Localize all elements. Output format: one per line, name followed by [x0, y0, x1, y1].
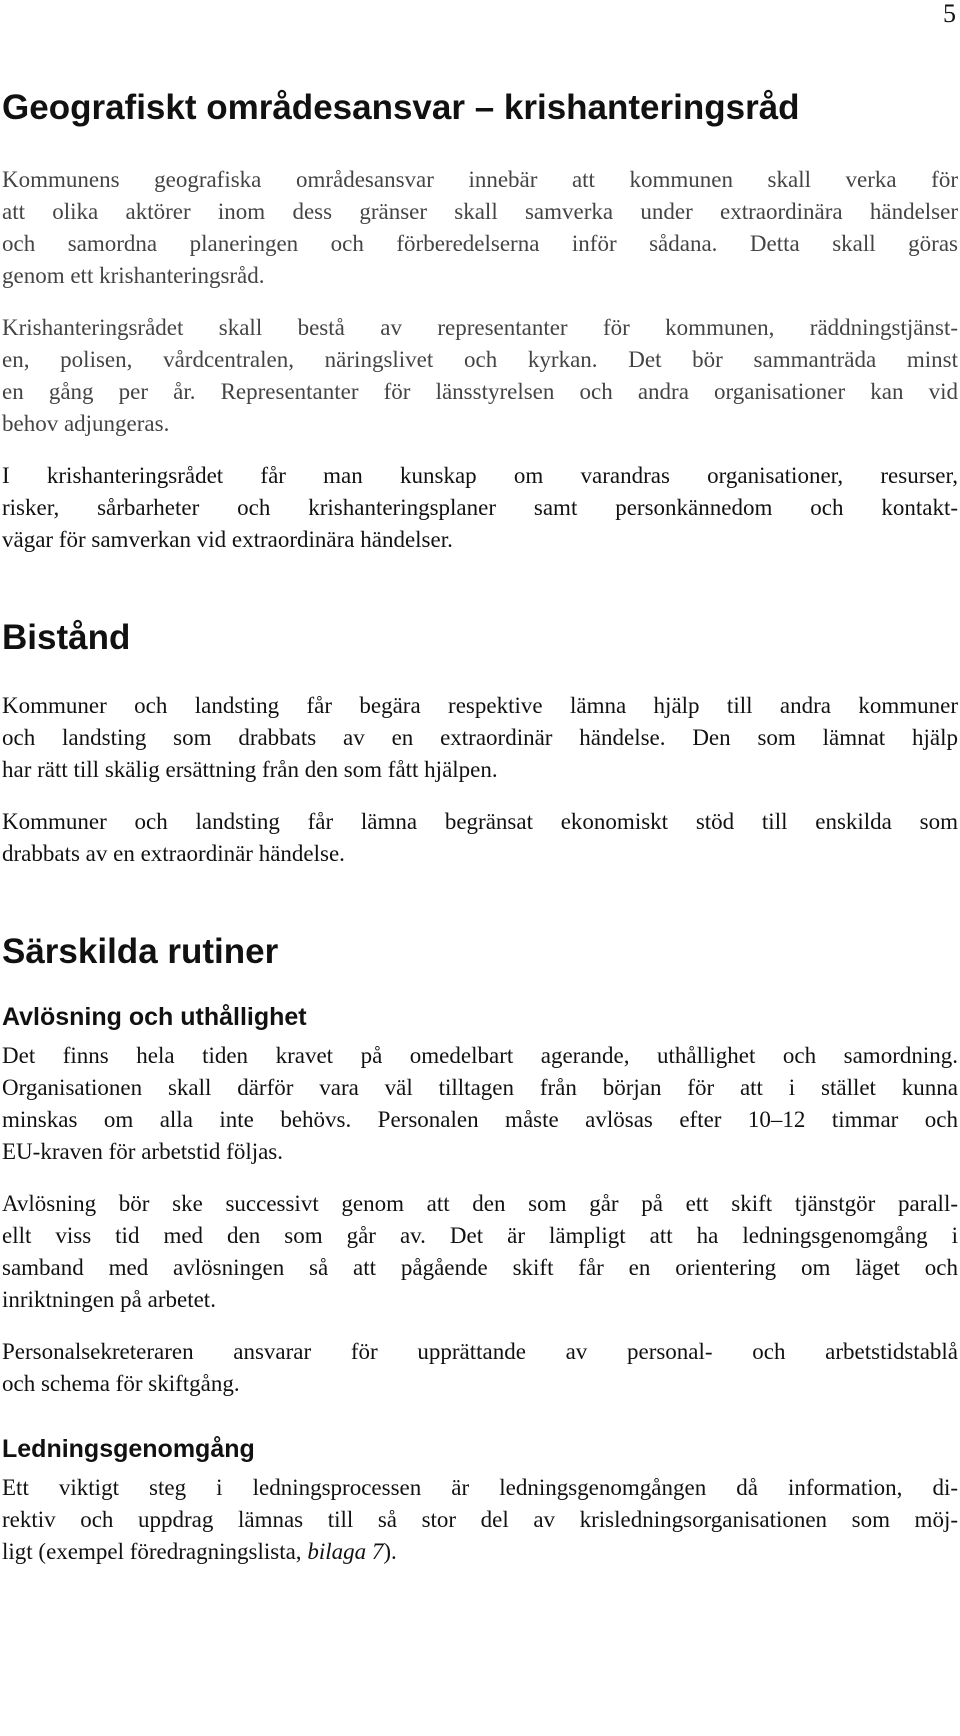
text-line: Krishanteringsrådet skall bestå av representanter för kommunen, räddningstjänst-: [2, 315, 958, 340]
subheading-ledningsgenomgang: Ledningsgenomgång: [2, 1435, 255, 1463]
text-line: har rätt till skälig ersättning från den som fått hjälpen.: [2, 757, 498, 782]
text-line: Ett viktigt steg i ledningsprocessen är ledningsgenomgången då information, di-: [2, 1475, 958, 1500]
paragraph-geografiskt-2: [2, 312, 958, 440]
page-number: 5: [943, 0, 956, 28]
paragraph-geografiskt-1: [2, 164, 958, 292]
paragraph-geografiskt-3: [2, 460, 958, 556]
text-fragment: ligt (exempel föredragningslista,: [2, 1539, 308, 1564]
subheading-avlosning-och-uthallighet: Avlösning och uthållighet: [2, 1003, 307, 1031]
text-line: inriktningen på arbetet.: [2, 1287, 216, 1312]
text-line: att olika aktörer inom dess gränser skall samverka under extraordinära händelser: [2, 199, 958, 224]
heading-bistand: Bistånd: [2, 618, 131, 657]
paragraph-avlosning-3: [2, 1336, 958, 1400]
text-line: I krishanteringsrådet får man kunskap om varandras organisationer, resurser,: [2, 463, 958, 488]
text-line: vägar för samverkan vid extraordinära händelser.: [2, 527, 453, 552]
text-line: Kommunens geografiska områdesansvar innebär att kommunen skall verka för: [2, 167, 958, 192]
text-line: EU-kraven för arbetstid följas.: [2, 1139, 284, 1164]
text-line: en, polisen, vårdcentralen, näringslivet och kyrkan. Det bör sammanträda minst: [2, 347, 958, 372]
text-line: behov adjungeras.: [2, 411, 170, 436]
text-line: [2, 1536, 958, 1568]
paragraph-bistand-2: [2, 806, 958, 870]
text-fragment: ).: [383, 1539, 397, 1564]
paragraph-avlosning-1: [2, 1040, 958, 1168]
text-line: Avlösning bör ske successivt genom att den som går på ett skift tjänstgör parall-: [2, 1191, 958, 1216]
text-line: rektiv och uppdrag lämnas till så stor del av krisledningsorganisationen som möj-: [2, 1507, 958, 1532]
text-line: och landsting som drabbats av en extraordinär händelse. Den som lämnat hjälp: [2, 725, 958, 750]
paragraph-ledningsgenomgang-1: [2, 1472, 958, 1568]
text-line: genom ett krishanteringsråd.: [2, 263, 265, 288]
text-line: drabbats av en extraordinär händelse.: [2, 841, 345, 866]
text-line: och schema för skiftgång.: [2, 1371, 240, 1396]
text-line: risker, sårbarheter och krishanteringsplaner samt personkännedom och kontakt-: [2, 495, 958, 520]
heading-geografiskt-omradesansvar: Geografiskt områdesansvar – krishanteringsråd: [2, 88, 800, 127]
text-line: Kommuner och landsting får begära respektive lämna hjälp till andra kommuner: [2, 693, 958, 718]
bilaga-reference: bilaga 7: [307, 1539, 384, 1564]
text-line: ellt viss tid med den som går av. Det är lämpligt att ha ledningsgenomgång i: [2, 1223, 958, 1248]
text-line: samband med avlösningen så att pågående skift får en orientering om läget och: [2, 1255, 958, 1280]
text-line: Det finns hela tiden kravet på omedelbart agerande, uthållighet och samordning.: [2, 1043, 958, 1068]
text-line: Organisationen skall därför vara väl tilltagen från början för att i stället kunna: [2, 1075, 958, 1100]
paragraph-bistand-1: [2, 690, 958, 786]
text-line: och samordna planeringen och förberedelserna inför sådana. Detta skall göras: [2, 231, 958, 256]
text-line: Personalsekreteraren ansvarar för upprättande av personal- och arbetstidstablå: [2, 1339, 958, 1364]
paragraph-avlosning-2: [2, 1188, 958, 1316]
heading-sarskilda-rutiner: Särskilda rutiner: [2, 932, 279, 971]
text-line: en gång per år. Representanter för länsstyrelsen och andra organisationer kan vid: [2, 379, 958, 404]
text-line: minskas om alla inte behövs. Personalen måste avlösas efter 10–12 timmar och: [2, 1107, 958, 1132]
document-page: [2, 0, 958, 1736]
text-line: Kommuner och landsting får lämna begränsat ekonomiskt stöd till enskilda som: [2, 809, 958, 834]
